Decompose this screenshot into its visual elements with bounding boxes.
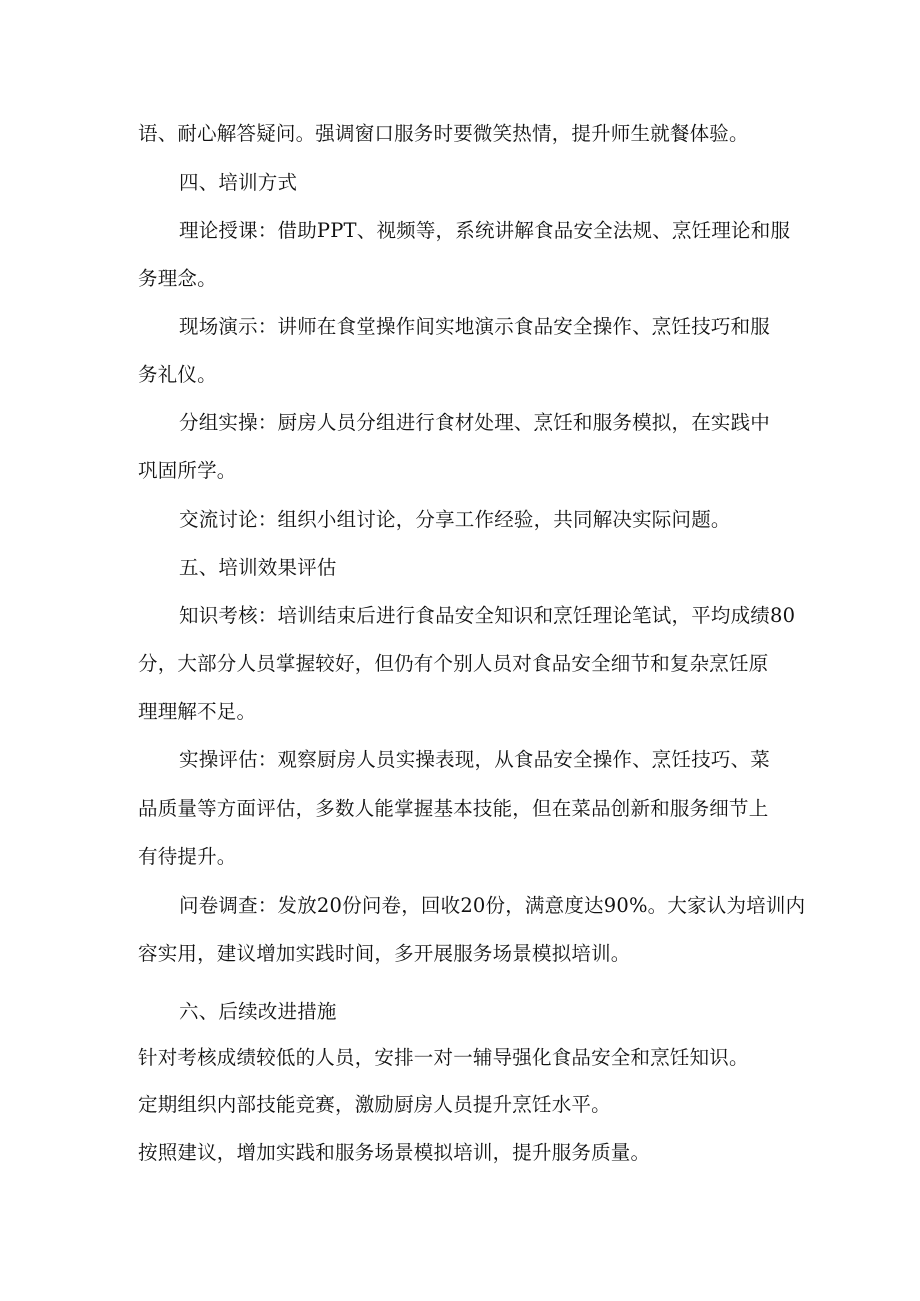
paragraph-practical-eval-line-2: 品质量等方面评估，多数人能掌握基本技能，但在菜品创新和服务细节上 xyxy=(138,797,769,820)
paragraph-discussion: 交流讨论：组织小组讨论，分享工作经验，共同解决实际问题。 xyxy=(179,508,731,531)
paragraph-onsite-demo-line-1: 现场演示：讲师在食堂操作间实地演示食品安全操作、烹饪技巧和服 xyxy=(179,315,771,338)
paragraph-group-practice-line-1: 分组实操：厨房人员分组进行食材处理、烹饪和服务模拟，在实践中 xyxy=(179,411,771,434)
paragraph-onsite-demo-line-2: 务礼仪。 xyxy=(138,363,217,386)
paragraph-theory-lecture-line-1: 理论授课：借助PPT、视频等，系统讲解食品安全法规、烹饪理论和服 xyxy=(179,219,791,242)
paragraph-continuation-line: 语、耐心解答疑问。强调窗口服务时要微笑热情，提升师生就餐体验。 xyxy=(138,122,749,145)
paragraph-improvement-2: 定期组织内部技能竞赛，激励厨房人员提升烹饪水平。 xyxy=(138,1093,611,1116)
paragraph-practical-eval-line-3: 有待提升。 xyxy=(138,845,237,868)
paragraph-improvement-3: 按照建议，增加实践和服务场景模拟培训，提升服务质量。 xyxy=(138,1141,651,1164)
paragraph-knowledge-test-line-1: 知识考核：培训结束后进行食品安全知识和烹饪理论笔试，平均成绩80 xyxy=(179,604,796,627)
paragraph-practical-eval-line-1: 实操评估：观察厨房人员实操表现，从食品安全操作、烹饪技巧、菜 xyxy=(179,748,771,771)
section-heading-improvements: 六、后续改进措施 xyxy=(179,1000,337,1023)
section-heading-evaluation: 五、培训效果评估 xyxy=(179,556,337,579)
paragraph-survey-line-1: 问卷调查：发放20份问卷，回收20份，满意度达90%。大家认为培训内 xyxy=(179,894,806,917)
paragraph-knowledge-test-line-2: 分，大部分人员掌握较好，但仍有个别人员对食品安全细节和复杂烹饪原 xyxy=(138,652,769,675)
paragraph-theory-lecture-line-2: 务理念。 xyxy=(138,267,217,290)
paragraph-improvement-1: 针对考核成绩较低的人员，安排一对一辅导强化食品安全和烹饪知识。 xyxy=(138,1046,749,1069)
section-heading-training-methods: 四、培训方式 xyxy=(179,171,298,194)
paragraph-survey-line-2: 容实用，建议增加实践时间，多开展服务场景模拟培训。 xyxy=(138,942,631,965)
paragraph-group-practice-line-2: 巩固所学。 xyxy=(138,459,237,482)
paragraph-knowledge-test-line-3: 理理解不足。 xyxy=(138,700,257,723)
